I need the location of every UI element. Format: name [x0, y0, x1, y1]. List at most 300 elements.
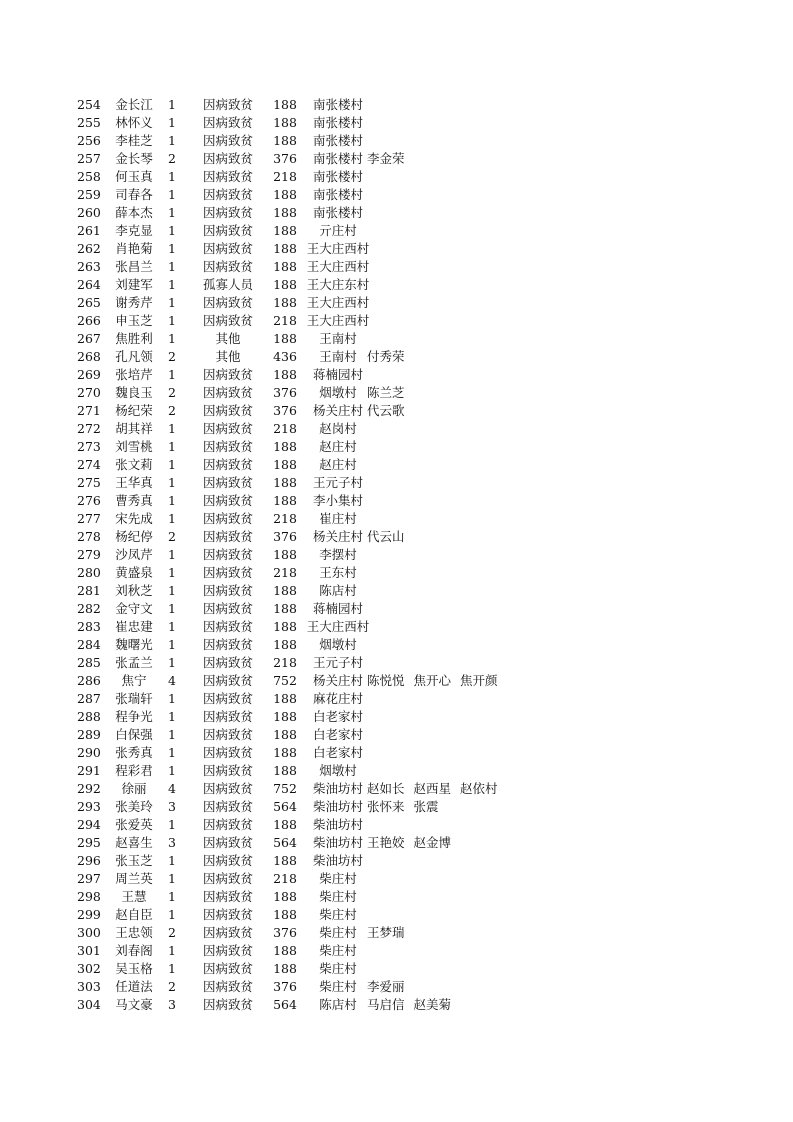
village-name: 王南村: [319, 331, 357, 346]
table-row: [77, 546, 777, 564]
village-name: 柴油坊村: [312, 835, 363, 850]
row-number: 263: [77, 259, 101, 274]
head-name: 沙凤芹: [115, 547, 153, 562]
row-number: 272: [77, 421, 101, 436]
village-name: 南张楼村: [312, 187, 363, 202]
amount: 188: [273, 547, 297, 562]
row-number: 274: [77, 457, 101, 472]
family-member-name: 李金荣: [367, 151, 405, 166]
amount: 436: [273, 349, 297, 364]
poverty-cause: 因病致贫: [202, 781, 253, 796]
table-row: [77, 348, 777, 366]
household-count: 4: [168, 673, 176, 688]
row-number: 273: [77, 439, 101, 454]
row-number: 281: [77, 583, 101, 598]
village-name: 柴油坊村: [312, 853, 363, 868]
poverty-cause: 因病致贫: [202, 259, 253, 274]
head-name: 林怀义: [115, 115, 153, 130]
head-name: 周兰英: [115, 871, 153, 886]
amount: 376: [273, 979, 297, 994]
table-row: [77, 726, 777, 744]
poverty-cause: 因病致贫: [202, 925, 253, 940]
row-number: 286: [77, 673, 101, 688]
head-name: 张玉芝: [115, 853, 153, 868]
head-name: 王华真: [115, 475, 153, 490]
table-row: [77, 636, 777, 654]
amount: 188: [273, 97, 297, 112]
household-count: 1: [168, 241, 176, 256]
household-count: 1: [168, 115, 176, 130]
village-name: 李小集村: [312, 493, 363, 508]
family-member-name: 马启信: [367, 997, 405, 1012]
head-name: 孔凡领: [115, 349, 153, 364]
family-members: [367, 402, 414, 420]
head-name: 刘建军: [115, 277, 153, 292]
row-number: 282: [77, 601, 101, 616]
poverty-cause: 因病致贫: [202, 961, 253, 976]
village-name: 白老家村: [312, 709, 363, 724]
household-count: 2: [168, 403, 176, 418]
village-name: 王东村: [319, 565, 357, 580]
household-count: 1: [168, 565, 176, 580]
village-name: 烟墩村: [319, 385, 357, 400]
poverty-cause: 因病致贫: [202, 889, 253, 904]
amount: 188: [273, 691, 297, 706]
poverty-cause: 因病致贫: [202, 853, 253, 868]
table-row: [77, 708, 777, 726]
household-count: 1: [168, 475, 176, 490]
poverty-cause: 因病致贫: [202, 151, 253, 166]
table-row: [77, 744, 777, 762]
family-member-name: 张怀来: [367, 799, 405, 814]
table-row: [77, 186, 777, 204]
table-row: [77, 366, 777, 384]
amount: 218: [273, 313, 297, 328]
head-name: 焦宁: [121, 673, 147, 688]
row-number: 277: [77, 511, 101, 526]
head-name: 谢秀芹: [115, 295, 153, 310]
amount: 218: [273, 511, 297, 526]
household-count: 3: [168, 799, 176, 814]
household-count: 1: [168, 457, 176, 472]
household-count: 1: [168, 583, 176, 598]
row-number: 303: [77, 979, 101, 994]
head-name: 刘春阁: [115, 943, 153, 958]
household-count: 2: [168, 529, 176, 544]
head-name: 崔忠建: [115, 619, 153, 634]
table-row: [77, 978, 777, 996]
head-name: 肖艳菊: [115, 241, 153, 256]
row-number: 292: [77, 781, 101, 796]
village-name: 王大庄西村: [306, 241, 370, 256]
table-row: [77, 816, 777, 834]
head-name: 张美玲: [115, 799, 153, 814]
household-count: 1: [168, 277, 176, 292]
household-count: 2: [168, 349, 176, 364]
table-row: [77, 798, 777, 816]
table-row: [77, 924, 777, 942]
amount: 218: [273, 169, 297, 184]
poverty-cause: 因病致贫: [202, 835, 253, 850]
household-count: 1: [168, 421, 176, 436]
amount: 188: [273, 583, 297, 598]
record-table: [77, 96, 777, 1014]
poverty-cause: 因病致贫: [202, 565, 253, 580]
village-name: 王大庄东村: [306, 277, 370, 292]
village-name: 杨关庄村: [312, 403, 363, 418]
row-number: 285: [77, 655, 101, 670]
table-row: [77, 942, 777, 960]
poverty-cause: 因病致贫: [202, 475, 253, 490]
family-member-name: 王梦瑞: [367, 925, 405, 940]
village-name: 赵岗村: [319, 421, 357, 436]
household-count: 3: [168, 835, 176, 850]
row-number: 256: [77, 133, 101, 148]
poverty-cause: 其他: [215, 349, 241, 364]
poverty-cause: 因病致贫: [202, 817, 253, 832]
table-row: [77, 492, 777, 510]
poverty-cause: 因病致贫: [202, 871, 253, 886]
head-name: 魏曙光: [115, 637, 153, 652]
amount: 188: [273, 601, 297, 616]
amount: 376: [273, 151, 297, 166]
row-number: 294: [77, 817, 101, 832]
village-name: 柴庄村: [319, 889, 357, 904]
amount: 188: [273, 259, 297, 274]
table-row: [77, 780, 777, 798]
poverty-cause: 因病致贫: [202, 637, 253, 652]
head-name: 张秀真: [115, 745, 153, 760]
amount: 188: [273, 907, 297, 922]
table-row: [77, 852, 777, 870]
family-member-name: 焦开颜: [460, 673, 498, 688]
poverty-cause: 因病致贫: [202, 403, 253, 418]
amount: 188: [273, 943, 297, 958]
family-member-name: 张震: [413, 799, 439, 814]
poverty-cause: 因病致贫: [202, 511, 253, 526]
amount: 188: [273, 187, 297, 202]
row-number: 267: [77, 331, 101, 346]
poverty-cause: 因病致贫: [202, 745, 253, 760]
poverty-cause: 因病致贫: [202, 385, 253, 400]
household-count: 1: [168, 709, 176, 724]
row-number: 262: [77, 241, 101, 256]
household-count: 1: [168, 637, 176, 652]
village-name: 蒋楠园村: [312, 601, 363, 616]
head-name: 刘雪桃: [115, 439, 153, 454]
amount: 218: [273, 565, 297, 580]
poverty-cause: 因病致贫: [202, 367, 253, 382]
village-name: 王南村: [319, 349, 357, 364]
village-name: 柴庄村: [319, 979, 357, 994]
row-number: 297: [77, 871, 101, 886]
row-number: 261: [77, 223, 101, 238]
amount: 564: [273, 835, 297, 850]
row-number: 280: [77, 565, 101, 580]
table-row: [77, 474, 777, 492]
household-count: 1: [168, 169, 176, 184]
table-row: [77, 510, 777, 528]
amount: 752: [273, 781, 297, 796]
amount: 218: [273, 871, 297, 886]
poverty-cause: 因病致贫: [202, 601, 253, 616]
amount: 564: [273, 997, 297, 1012]
head-name: 吴玉格: [115, 961, 153, 976]
table-row: [77, 456, 777, 474]
village-name: 柴庄村: [319, 871, 357, 886]
amount: 376: [273, 403, 297, 418]
amount: 376: [273, 529, 297, 544]
amount: 188: [273, 763, 297, 778]
head-name: 任道法: [115, 979, 153, 994]
row-number: 289: [77, 727, 101, 742]
head-name: 薛本杰: [115, 205, 153, 220]
village-name: 柴油坊村: [312, 781, 363, 796]
table-row: [77, 564, 777, 582]
household-count: 1: [168, 853, 176, 868]
row-number: 293: [77, 799, 101, 814]
table-row: [77, 600, 777, 618]
poverty-cause: 因病致贫: [202, 133, 253, 148]
row-number: 255: [77, 115, 101, 130]
table-row: [77, 438, 777, 456]
household-count: 1: [168, 619, 176, 634]
table-row: [77, 618, 777, 636]
amount: 188: [273, 205, 297, 220]
village-name: 崔庄村: [319, 511, 357, 526]
head-name: 张昌兰: [115, 259, 153, 274]
amount: 188: [273, 331, 297, 346]
head-name: 程争光: [115, 709, 153, 724]
household-count: 1: [168, 871, 176, 886]
amount: 188: [273, 115, 297, 130]
table-row: [77, 762, 777, 780]
row-number: 296: [77, 853, 101, 868]
village-name: 南张楼村: [312, 133, 363, 148]
family-members: [367, 150, 414, 168]
row-number: 260: [77, 205, 101, 220]
household-count: 1: [168, 97, 176, 112]
head-name: 白保强: [115, 727, 153, 742]
poverty-cause: 因病致贫: [202, 115, 253, 130]
poverty-cause: 因病致贫: [202, 493, 253, 508]
head-name: 马文豪: [115, 997, 153, 1012]
village-name: 柴庄村: [319, 961, 357, 976]
household-count: 1: [168, 331, 176, 346]
poverty-cause: 其他: [215, 331, 241, 346]
poverty-cause: 因病致贫: [202, 439, 253, 454]
head-name: 张培芹: [115, 367, 153, 382]
head-name: 黄盛泉: [115, 565, 153, 580]
village-name: 王大庄西村: [306, 313, 370, 328]
village-name: 王大庄西村: [306, 619, 370, 634]
amount: 188: [273, 619, 297, 634]
table-row: [77, 690, 777, 708]
poverty-cause: 因病致贫: [202, 529, 253, 544]
family-member-name: 赵金博: [413, 835, 452, 850]
poverty-cause: 因病致贫: [202, 187, 253, 202]
row-number: 259: [77, 187, 101, 202]
family-member-name: 陈兰芝: [367, 385, 405, 400]
row-number: 290: [77, 745, 101, 760]
table-row: [77, 150, 777, 168]
table-row: [77, 330, 777, 348]
head-name: 刘秋芝: [115, 583, 153, 598]
household-count: 1: [168, 187, 176, 202]
village-name: 陈店村: [319, 997, 357, 1012]
family-member-name: 李爱丽: [367, 979, 405, 994]
head-name: 张文莉: [115, 457, 153, 472]
poverty-cause: 因病致贫: [202, 97, 253, 112]
household-count: 1: [168, 133, 176, 148]
row-number: 301: [77, 943, 101, 958]
poverty-cause: 孤寡人员: [202, 277, 253, 292]
head-name: 张爱英: [115, 817, 153, 832]
row-number: 257: [77, 151, 101, 166]
village-name: 王元子村: [312, 655, 363, 670]
row-number: 276: [77, 493, 101, 508]
village-name: 杨关庄村: [312, 529, 363, 544]
table-row: [77, 870, 777, 888]
household-count: 1: [168, 223, 176, 238]
head-name: 张瑞轩: [115, 691, 153, 706]
amount: 188: [273, 637, 297, 652]
family-member-name: 赵如长: [367, 781, 405, 796]
poverty-cause: 因病致贫: [202, 619, 253, 634]
row-number: 265: [77, 295, 101, 310]
head-name: 李克显: [115, 223, 153, 238]
amount: 188: [273, 457, 297, 472]
head-name: 申玉芝: [115, 313, 153, 328]
household-count: 4: [168, 781, 176, 796]
head-name: 杨纪荣: [115, 403, 153, 418]
household-count: 1: [168, 817, 176, 832]
poverty-cause: 因病致贫: [202, 727, 253, 742]
table-row: [77, 96, 777, 114]
row-number: 266: [77, 313, 101, 328]
village-name: 王大庄西村: [306, 295, 370, 310]
table-row: [77, 402, 777, 420]
head-name: 宋先成: [115, 511, 153, 526]
poverty-cause: 因病致贫: [202, 295, 253, 310]
village-name: 柴庄村: [319, 925, 357, 940]
amount: 188: [273, 277, 297, 292]
table-row: [77, 312, 777, 330]
family-member-name: 赵依村: [460, 781, 498, 796]
amount: 218: [273, 421, 297, 436]
row-number: 258: [77, 169, 101, 184]
family-member-name: 陈悦悦: [367, 673, 405, 688]
household-count: 1: [168, 727, 176, 742]
table-row: [77, 996, 777, 1014]
family-member-name: 代云歌: [367, 403, 405, 418]
table-row: [77, 114, 777, 132]
family-members: [367, 834, 460, 852]
row-number: 254: [77, 97, 101, 112]
poverty-cause: 因病致贫: [202, 907, 253, 922]
village-name: 王大庄西村: [306, 259, 370, 274]
poverty-cause: 因病致贫: [202, 799, 253, 814]
household-count: 2: [168, 151, 176, 166]
row-number: 284: [77, 637, 101, 652]
village-name: 麻花庄村: [312, 691, 363, 706]
household-count: 1: [168, 313, 176, 328]
head-name: 曹秀真: [115, 493, 153, 508]
amount: 218: [273, 655, 297, 670]
head-name: 金长琴: [115, 151, 153, 166]
amount: 564: [273, 799, 297, 814]
amount: 752: [273, 673, 297, 688]
poverty-cause: 因病致贫: [202, 655, 253, 670]
village-name: 亓庄村: [319, 223, 357, 238]
village-name: 柴庄村: [319, 907, 357, 922]
family-members: [367, 978, 414, 996]
village-name: 南张楼村: [312, 115, 363, 130]
family-member-name: 焦开心: [413, 673, 452, 688]
row-number: 283: [77, 619, 101, 634]
row-number: 269: [77, 367, 101, 382]
poverty-cause: 因病致贫: [202, 997, 253, 1012]
table-row: [77, 420, 777, 438]
household-count: 1: [168, 691, 176, 706]
village-name: 杨关庄村: [312, 673, 363, 688]
amount: 188: [273, 475, 297, 490]
poverty-cause: 因病致贫: [202, 673, 253, 688]
poverty-cause: 因病致贫: [202, 547, 253, 562]
row-number: 279: [77, 547, 101, 562]
poverty-cause: 因病致贫: [202, 313, 253, 328]
family-members: [367, 384, 414, 402]
row-number: 287: [77, 691, 101, 706]
table-row: [77, 132, 777, 150]
row-number: 264: [77, 277, 101, 292]
family-members: [367, 528, 414, 546]
row-number: 300: [77, 925, 101, 940]
family-members: [367, 780, 507, 798]
table-row: [77, 168, 777, 186]
amount: 188: [273, 853, 297, 868]
household-count: 1: [168, 889, 176, 904]
poverty-cause: 因病致贫: [202, 943, 253, 958]
household-count: 1: [168, 547, 176, 562]
village-name: 柴油坊村: [312, 817, 363, 832]
head-name: 徐丽: [121, 781, 147, 796]
poverty-cause: 因病致贫: [202, 169, 253, 184]
household-count: 2: [168, 925, 176, 940]
household-count: 1: [168, 493, 176, 508]
family-member-name: 赵西星: [413, 781, 452, 796]
amount: 188: [273, 889, 297, 904]
poverty-cause: 因病致贫: [202, 691, 253, 706]
family-members: [367, 798, 448, 816]
head-name: 赵自臣: [115, 907, 153, 922]
village-name: 南张楼村: [312, 169, 363, 184]
row-number: 288: [77, 709, 101, 724]
row-number: 295: [77, 835, 101, 850]
row-number: 302: [77, 961, 101, 976]
table-row: [77, 222, 777, 240]
poverty-cause: 因病致贫: [202, 223, 253, 238]
row-number: 270: [77, 385, 101, 400]
family-members: [367, 924, 414, 942]
household-count: 3: [168, 997, 176, 1012]
table-row: [77, 960, 777, 978]
family-member-name: 赵美菊: [413, 997, 452, 1012]
poverty-cause: 因病致贫: [202, 763, 253, 778]
family-members: [367, 996, 460, 1014]
poverty-cause: 因病致贫: [202, 583, 253, 598]
amount: 376: [273, 385, 297, 400]
